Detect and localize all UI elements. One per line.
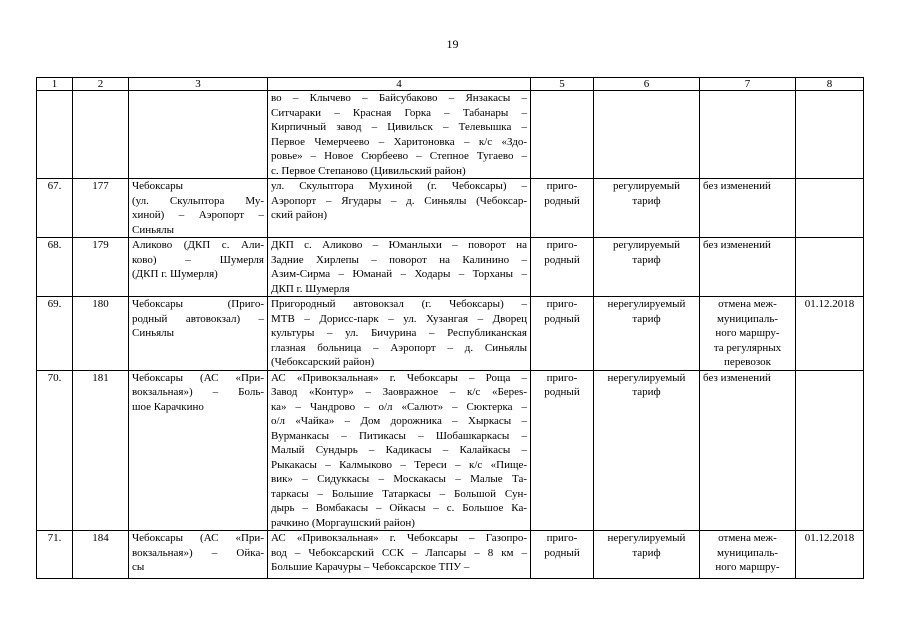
route-type-cell — [531, 531, 594, 579]
text-line: тариф — [632, 194, 661, 207]
row-number-cell: 68. — [37, 238, 73, 297]
route-path-cell — [268, 238, 531, 297]
text-line: без изменений — [703, 371, 771, 384]
text-line: тариф — [632, 253, 661, 266]
text-line: приго- — [546, 298, 578, 310]
text-line: родный — [544, 253, 580, 266]
text-line: родный — [544, 386, 580, 398]
text-line: муниципаль- — [716, 546, 779, 559]
route-name-cell — [129, 297, 268, 371]
text-line: Азим-Сирма – Юманай – Ходары – Торханы – — [271, 268, 527, 280]
text-line: рачкино (Моргаушский район) — [271, 516, 415, 529]
text-line: без изменений — [703, 239, 771, 251]
route-name-cell — [129, 531, 268, 579]
change-cell — [700, 370, 796, 531]
text-line: нерегулируемый — [607, 298, 686, 310]
text-line: тариф — [632, 312, 661, 325]
text-line: вод – Чебоксарский ССК – Лапсары – 8 км – — [271, 546, 527, 559]
text-line: Синьялы — [132, 327, 175, 339]
text-line: АС «Привокзальная» г. Чебоксары – Газопро- — [271, 532, 527, 544]
route-path-cell — [268, 297, 531, 371]
route-number-cell: 184 — [73, 531, 129, 579]
route-name-cell — [129, 179, 268, 238]
text-line: Малый Сундырь – Кадикасы – Калайкасы – — [271, 444, 527, 456]
text-line: Рыкакасы – Калмыково – Тереси – к/с «Пище- — [271, 458, 527, 471]
text-line: (ДКП г. Шумерля) — [132, 268, 218, 280]
text-line: хиной) – Аэропорт – — [132, 209, 264, 221]
text-line: Аликово (ДКП с. Али- — [132, 239, 264, 251]
text-line: сы — [132, 561, 145, 573]
page-number: 19 — [446, 37, 459, 51]
text-line: Чебоксары (Приго- — [132, 298, 264, 310]
text-line: приго- — [546, 532, 578, 544]
route-path-cell — [268, 531, 531, 579]
text-line: родный — [544, 546, 580, 559]
tariff-cell — [594, 297, 700, 371]
table-row — [37, 91, 864, 179]
row-number-cell: 70. — [37, 370, 73, 531]
text-line: вокзальная») – Боль- — [132, 386, 264, 398]
text-line: Вурманкасы – Питикасы – Шобашкаркасы – — [271, 429, 527, 442]
text-line: ного маршру- — [715, 561, 780, 573]
row-number-cell: 67. — [37, 179, 73, 238]
text-line: муниципаль- — [716, 312, 779, 325]
text-line: вокзальная») – Ойка- — [132, 546, 264, 559]
route-number-cell: 181 — [73, 370, 129, 531]
tariff-cell — [594, 91, 700, 179]
column-number: 4 — [268, 78, 531, 91]
text-line: приго- — [546, 180, 578, 192]
date-cell — [796, 179, 864, 238]
text-line: с. Первое Степаново (Цивильский район) — [271, 164, 466, 177]
text-line: Завод «Контур» – Заовражное – к/с «Береѕ- — [271, 386, 527, 398]
date-cell — [796, 238, 864, 297]
row-number-cell: 71. — [37, 531, 73, 579]
route-name-cell — [129, 91, 268, 179]
text-line: Чебоксары (АС «При- — [132, 371, 264, 384]
text-line: ДКП с. Аликово – Юманлыхи – поворот на — [271, 239, 527, 251]
table-row — [37, 531, 864, 579]
tariff-cell — [594, 238, 700, 297]
text-line: ково) – Шумерля — [132, 253, 264, 266]
route-path-cell — [268, 370, 531, 531]
text-line: родный автовокзал) – — [132, 312, 264, 325]
text-line: Чебоксары — [132, 180, 183, 192]
route-type-cell — [531, 179, 594, 238]
route-number-cell — [73, 91, 129, 179]
text-line: глазная больница – Аэропорт – д. Синьялы — [271, 341, 527, 354]
text-line: Большие Карачуры – Чебоксарское ТПУ – — [271, 561, 470, 573]
change-cell — [700, 238, 796, 297]
table-row — [37, 297, 864, 371]
text-line: отмена меж- — [718, 532, 777, 544]
text-line: Чебоксары (АС «При- — [132, 532, 264, 544]
table-row — [37, 370, 864, 531]
text-line: нерегулируемый — [607, 371, 686, 384]
column-number: 1 — [37, 78, 73, 91]
text-line: регулируемый — [612, 239, 681, 251]
route-type-cell — [531, 91, 594, 179]
text-line: та регулярных — [713, 341, 782, 354]
column-number: 7 — [700, 78, 796, 91]
tariff-cell — [594, 179, 700, 238]
date-cell: 01.12.2018 — [796, 297, 864, 371]
route-number-cell: 179 — [73, 238, 129, 297]
column-number: 3 — [129, 78, 268, 91]
text-line: ский район) — [271, 209, 328, 221]
text-line: МТВ – Дорисс-парк – ул. Хузангая – Дворец — [271, 312, 527, 325]
column-number: 2 — [73, 78, 129, 91]
text-line: ДКП г. Шумерля — [271, 282, 350, 295]
text-line: дырь – Вомбакасы – Ойкасы – с. Большое Ка- — [271, 502, 527, 514]
table-body — [37, 78, 864, 579]
text-line: Пригородный автовокзал (г. Чебоксары) – — [271, 298, 527, 310]
text-line: родный — [544, 312, 580, 325]
table-row — [37, 179, 864, 238]
text-line: приго- — [546, 239, 578, 251]
text-line: (ул. Скульптора Му- — [132, 194, 264, 207]
date-cell: 01.12.2018 — [796, 531, 864, 579]
route-number-cell: 177 — [73, 179, 129, 238]
route-name-cell — [129, 238, 268, 297]
text-line: культуры – ул. Бичурина – Республиканская — [271, 327, 527, 339]
text-line: вик» – Сидуккасы – Москакасы – Малые Та- — [271, 473, 527, 485]
change-cell — [700, 179, 796, 238]
text-line: приго- — [546, 371, 578, 384]
text-line: ровье» – Новое Сюрбеево – Степное Тугаево – — [271, 150, 527, 162]
date-cell — [796, 370, 864, 531]
text-line: отмена меж- — [718, 298, 777, 310]
text-line: ного маршру- — [715, 327, 780, 339]
column-number: 8 — [796, 78, 864, 91]
row-number-cell — [37, 91, 73, 179]
change-cell — [700, 297, 796, 371]
text-line: Синьялы — [132, 223, 175, 236]
route-type-cell — [531, 370, 594, 531]
route-type-cell — [531, 238, 594, 297]
text-line: шое Карачкино — [132, 400, 204, 413]
text-line: Ситчараки – Красная Горка – Табанары – — [271, 106, 527, 119]
text-line: без изменений — [703, 180, 771, 192]
change-cell — [700, 531, 796, 579]
column-number: 5 — [531, 78, 594, 91]
text-line: тариф — [632, 386, 661, 398]
text-line: ул. Скульптора Мухиной (г. Чебоксары) – — [271, 180, 527, 192]
text-line: Задние Хирлепы – поворот на Калинино – — [271, 253, 527, 266]
text-line: тариф — [632, 546, 661, 559]
date-cell — [796, 91, 864, 179]
text-line: таркасы – Большие Татаркасы – Большой Сун- — [271, 487, 527, 500]
route-path-cell — [268, 91, 531, 179]
text-line: во – Клычево – Байсубаково – Янзакасы – — [271, 92, 527, 104]
row-number-cell: 69. — [37, 297, 73, 371]
column-number: 6 — [594, 78, 700, 91]
tariff-cell — [594, 370, 700, 531]
route-path-cell — [268, 179, 531, 238]
text-line: АС «Привокзальная» г. Чебоксары – Роща – — [271, 371, 527, 384]
route-name-cell — [129, 370, 268, 531]
text-line: ка» – Чандрово – о/л «Салют» – Сюктерка – — [271, 400, 527, 413]
change-cell — [700, 91, 796, 179]
routes-table — [36, 77, 864, 579]
text-line: регулируемый — [612, 180, 681, 192]
text-line: перевозок — [724, 356, 771, 368]
text-line: нерегулируемый — [607, 532, 686, 544]
text-line: родный — [544, 194, 580, 207]
route-type-cell — [531, 297, 594, 371]
text-line: Кирпичный завод – Цивильск – Телевышка – — [271, 121, 527, 133]
table-row — [37, 238, 864, 297]
tariff-cell — [594, 531, 700, 579]
text-line: Аэропорт – Ягудары – д. Синьялы (Чебоксар- — [271, 194, 527, 207]
text-line: о/л «Чайка» – Дом дорожника – Хыркасы – — [271, 415, 527, 427]
column-number-row — [37, 78, 864, 91]
route-number-cell: 180 — [73, 297, 129, 371]
text-line: (Чебоксарский район) — [271, 356, 375, 368]
text-line: Первое Чемерчеево – Харитоновка – к/с «Здо- — [271, 135, 527, 148]
